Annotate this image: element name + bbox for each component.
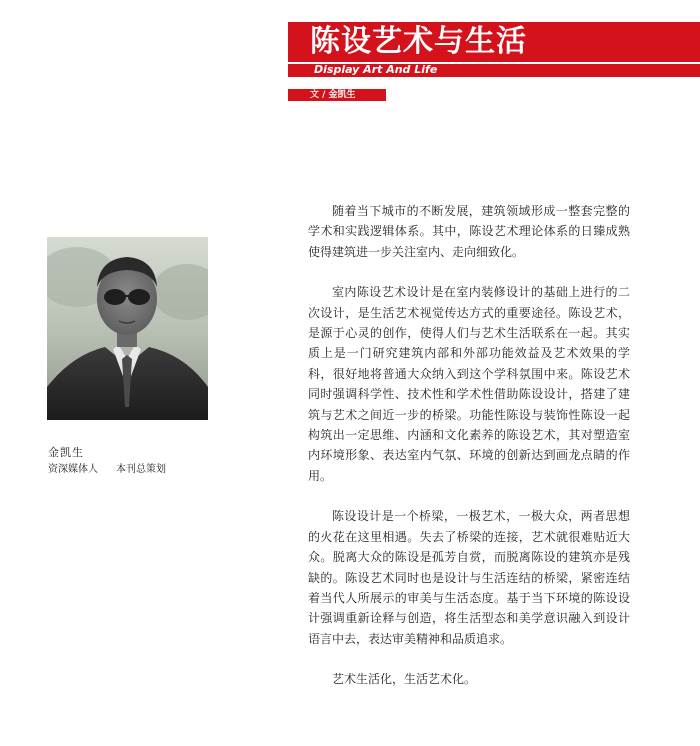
article-paragraph: 室内陈设艺术设计是在室内装修设计的基础上进行的二次设计，是生活艺术视觉传达方式的重要途径。陈设艺术，是源于心灵的创作，使得人们与艺术生活联系在一起。其实质上是一门研究建筑内部和外部功能效益及艺术效果的学科，很好地将普通大众纳入到这个学科氛围中来。陈设艺术同时强调科学性、技术性和学术性借助陈设设计，搭建了建筑与艺术之间近一步的桥梁。功能性陈设与装饰性陈设一起构筑出一定思维、内涵和文化素养的陈设艺术，其对塑造室内环境形象、表达室内气氛、环境的创新达到画龙点睛的作用。	[308, 285, 630, 483]
profile-roles	[48, 463, 166, 477]
article-paragraph: 艺术生活化，生活艺术化。	[332, 672, 477, 687]
profile-name: 金凯生	[48, 446, 84, 459]
author-byline: 文 / 金凯生	[310, 90, 356, 100]
page-subtitle: Display Art And Life	[314, 63, 438, 76]
article-body	[308, 201, 630, 690]
portrait-photo-icon	[47, 237, 208, 420]
page-title: 陈设艺术与生活	[310, 24, 527, 59]
profile-role: 本刊总策划	[116, 464, 166, 475]
subtitle-banner	[288, 64, 700, 77]
profile-role: 资深媒体人	[48, 464, 98, 475]
title-banner	[288, 22, 700, 62]
author-banner	[288, 89, 386, 101]
article-paragraph: 随着当下城市的不断发展，建筑领域形成一整套完整的学术和实践逻辑体系。其中，陈设艺术理论体系的日臻成熟使得建筑进一步关注室内、走向细致化。	[308, 204, 630, 259]
article-paragraph: 陈设设计是一个桥梁，一极艺术，一极大众，两者思想的火花在这里相遇。失去了桥梁的连接，艺术就很难贴近大众。脱离大众的陈设是孤芳自赏，而脱离陈设的建筑亦是残缺的。陈设艺术同时也是设计与生活连结的桥梁，紧密连结着当代人所展示的审美与生活态度。基于当下环境的陈设设计强调重新诠释与创造，将生活型态和美学意识融入到设计语言中去，表达审美精神和品质追求。	[308, 509, 630, 646]
author-portrait	[47, 237, 208, 420]
